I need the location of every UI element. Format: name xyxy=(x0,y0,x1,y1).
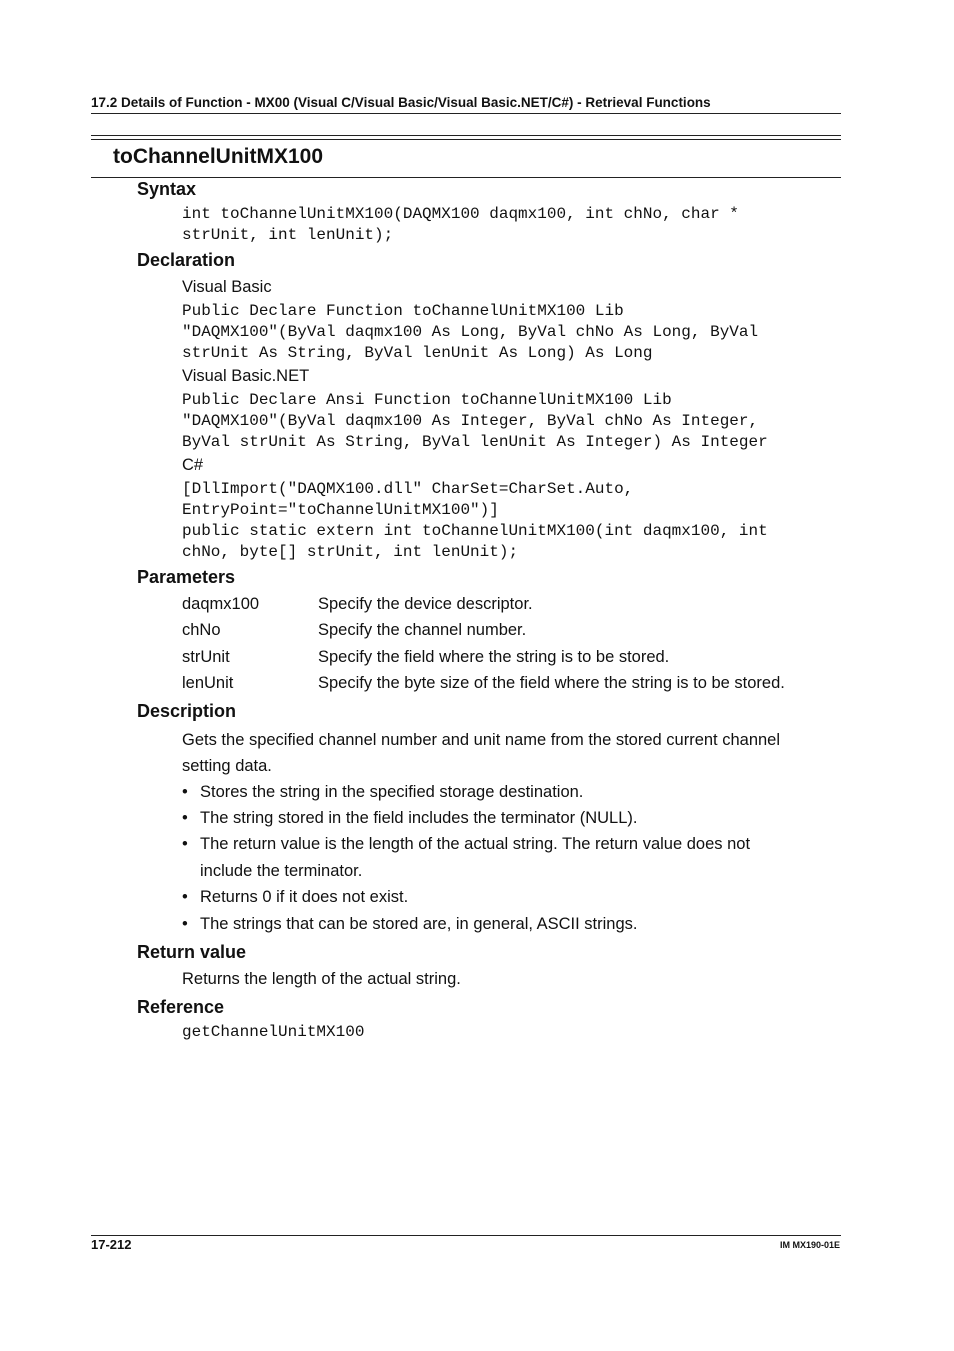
declaration-heading: Declaration xyxy=(137,250,236,270)
param-name-strunit: strUnit xyxy=(182,648,230,666)
vbnet-code-line-2: "DAQMX100"(ByVal daqmx100 As Integer, ByVal chNo As Integer, xyxy=(182,412,759,430)
description-heading: Description xyxy=(137,701,237,721)
bullet-marker: • xyxy=(182,915,188,933)
title-rule-top-2 xyxy=(91,139,841,140)
vbnet-code-line-1: Public Declare Ansi Function toChannelUnitMX100 Lib xyxy=(182,391,672,409)
param-desc-strunit: Specify the field where the string is to be stored. xyxy=(318,648,670,666)
vbnet-code-line-3: ByVal strUnit As String, ByVal lenUnit As Integer) As Integer xyxy=(182,433,768,451)
return-value-heading: Return value xyxy=(137,942,247,962)
description-intro-line-2: setting data. xyxy=(182,757,272,775)
vb-code-line-1: Public Declare Function toChannelUnitMX100 Lib xyxy=(182,302,624,320)
param-desc-chno: Specify the channel number. xyxy=(318,621,527,639)
running-head: 17.2 Details of Function - MX00 (Visual C/Visual Basic/Visual Basic.NET/C#) - Retrieval Functions xyxy=(91,95,711,110)
cs-label: C# xyxy=(182,456,204,474)
bullet-text: Returns 0 if it does not exist. xyxy=(200,888,409,906)
param-name-lenunit: lenUnit xyxy=(182,674,234,692)
bullet-text: The strings that can be stored are, in general, ASCII strings. xyxy=(200,915,638,933)
bullet-marker: • xyxy=(182,835,188,853)
cs-code-line-2: EntryPoint="toChannelUnitMX100")] xyxy=(182,501,499,519)
bullet-marker: • xyxy=(182,783,188,801)
vb-code-line-2: "DAQMX100"(ByVal daqmx100 As Long, ByVal chNo As Long, ByVal xyxy=(182,323,759,341)
bullet-marker: • xyxy=(182,888,188,906)
reference-code: getChannelUnitMX100 xyxy=(182,1023,365,1041)
bullet-text: The string stored in the field includes the terminator (NULL). xyxy=(200,809,638,827)
param-desc-daqmx100: Specify the device descriptor. xyxy=(318,595,533,613)
document-id: IM MX190-01E xyxy=(779,1240,840,1250)
title-rule-top-1 xyxy=(91,135,841,136)
bullet-text: Stores the string in the specified storage destination. xyxy=(200,783,584,801)
bullet-marker: • xyxy=(182,809,188,827)
syntax-code-line-1: int toChannelUnitMX100(DAQMX100 daqmx100, int chNo, char * xyxy=(182,205,739,223)
syntax-code-line-2: strUnit, int lenUnit); xyxy=(182,226,394,244)
description-intro-line-1: Gets the specified channel number and unit name from the stored current channel xyxy=(182,731,781,749)
param-name-chno: chNo xyxy=(182,621,221,639)
vb-code-line-3: strUnit As String, ByVal lenUnit As Long) As Long xyxy=(182,344,653,362)
cs-code-line-1: [DllImport("DAQMX100.dll" CharSet=CharSet.Auto, xyxy=(182,480,634,498)
title-rule-bottom xyxy=(91,177,841,178)
param-name-daqmx100: daqmx100 xyxy=(182,595,260,613)
page-number: 17-212 xyxy=(91,1237,132,1252)
return-value-text: Returns the length of the actual string. xyxy=(182,970,461,988)
bullet-text: include the terminator. xyxy=(200,862,363,880)
function-title: toChannelUnitMX100 xyxy=(113,145,324,168)
cs-code-line-4: chNo, byte[] strUnit, int lenUnit); xyxy=(182,543,519,561)
vbnet-label: Visual Basic.NET xyxy=(182,367,310,385)
reference-heading: Reference xyxy=(137,997,225,1017)
parameters-heading: Parameters xyxy=(137,567,236,587)
header-rule xyxy=(91,113,841,114)
footer-rule xyxy=(91,1235,841,1236)
bullet-text: The return value is the length of the actual string. The return value does not xyxy=(200,835,751,853)
cs-code-line-3: public static extern int toChannelUnitMX100(int daqmx100, int xyxy=(182,522,768,540)
param-desc-lenunit: Specify the byte size of the field where the string is to be stored. xyxy=(318,674,785,692)
syntax-heading: Syntax xyxy=(137,179,197,199)
vb-label: Visual Basic xyxy=(182,278,272,296)
